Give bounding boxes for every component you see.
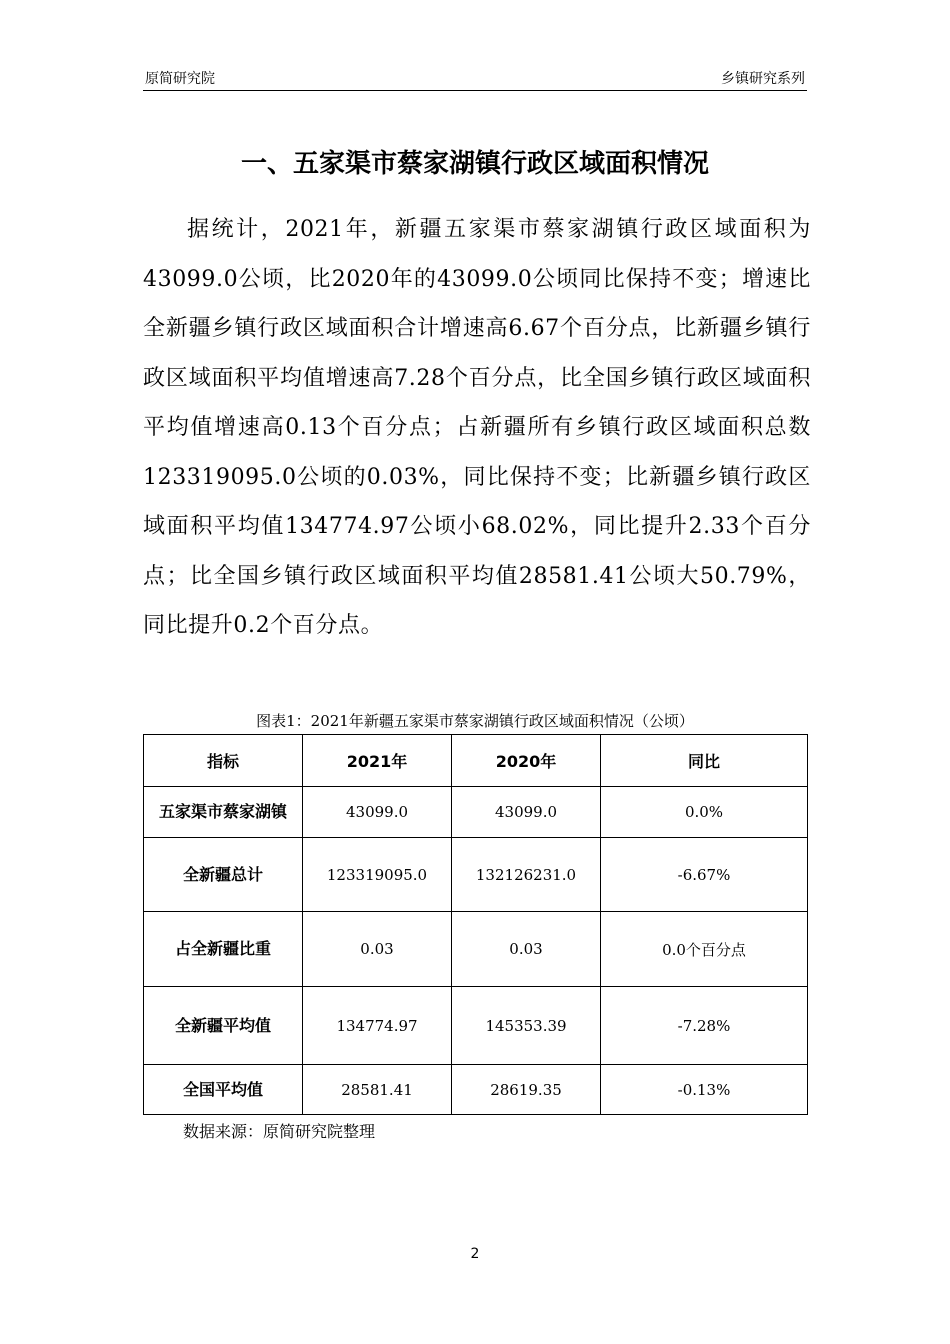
header-series: 乡镇研究系列 [721, 71, 805, 87]
table-cell: 134774.97 [303, 987, 452, 1065]
header-cell: 2020年 [452, 735, 601, 787]
table-cell: -0.13% [601, 1065, 808, 1115]
row-label: 五家渠市蔡家湖镇 [144, 787, 303, 838]
table-caption: 图表1：2021年新疆五家渠市蔡家湖镇行政区域面积情况（公顷） [256, 712, 694, 730]
header-org: 原简研究院 [145, 71, 215, 87]
table-header-row [144, 735, 808, 787]
table-row [144, 838, 808, 912]
body-paragraph: 据统计，2021年，新疆五家渠市蔡家湖镇行政区域面积为43099.0公顷，比2020年的43099.0公顷同比保持不变；增速比全新疆乡镇行政区域面积合计增速高6.67个百分点，比新疆乡镇行政区域面积平均值增速高7.28个百分点，比全国乡镇行政区域面积平均值增速高0.13个百分点；占新疆所有乡镇行政区域面积总数123319095.0公顷的0.03%，同比保持不变；比新疆乡镇行政区域面积平均值134774.97公顷小68.02%，同比提升2.33个百分点；比全国乡镇行政区域面积平均值28581.41公顷大50.79%，同比提升0.2个百分点。 [143, 217, 811, 638]
table-cell: 28581.41 [303, 1065, 452, 1115]
row-label: 占全新疆比重 [144, 912, 303, 987]
table-cell: 145353.39 [452, 987, 601, 1065]
table-cell: 0.0个百分点 [601, 912, 808, 987]
table-cell: 43099.0 [452, 787, 601, 838]
table-row [144, 987, 808, 1065]
page-number: 2 [470, 1246, 480, 1262]
table-cell: 28619.35 [452, 1065, 601, 1115]
table-row [144, 1065, 808, 1115]
header-cell: 同比 [601, 735, 808, 787]
table-cell: 132126231.0 [452, 838, 601, 912]
header-cell: 指标 [144, 735, 303, 787]
page-header [143, 66, 807, 91]
row-label: 全国平均值 [144, 1065, 303, 1115]
row-label: 全新疆总计 [144, 838, 303, 912]
section-title: 一、五家渠市蔡家湖镇行政区域面积情况 [240, 149, 709, 179]
table-cell: 0.03 [452, 912, 601, 987]
table-cell: 123319095.0 [303, 838, 452, 912]
table-cell: 0.03 [303, 912, 452, 987]
table-source-note: 数据来源：原简研究院整理 [183, 1122, 376, 1141]
table-row [144, 787, 808, 838]
table-row [144, 912, 808, 987]
table-cell: -7.28% [601, 987, 808, 1065]
row-label: 全新疆平均值 [144, 987, 303, 1065]
header-cell: 2021年 [303, 735, 452, 787]
table-cell: 0.0% [601, 787, 808, 838]
table-cell: 43099.0 [303, 787, 452, 838]
data-table [143, 734, 808, 1115]
table-cell: -6.67% [601, 838, 808, 912]
